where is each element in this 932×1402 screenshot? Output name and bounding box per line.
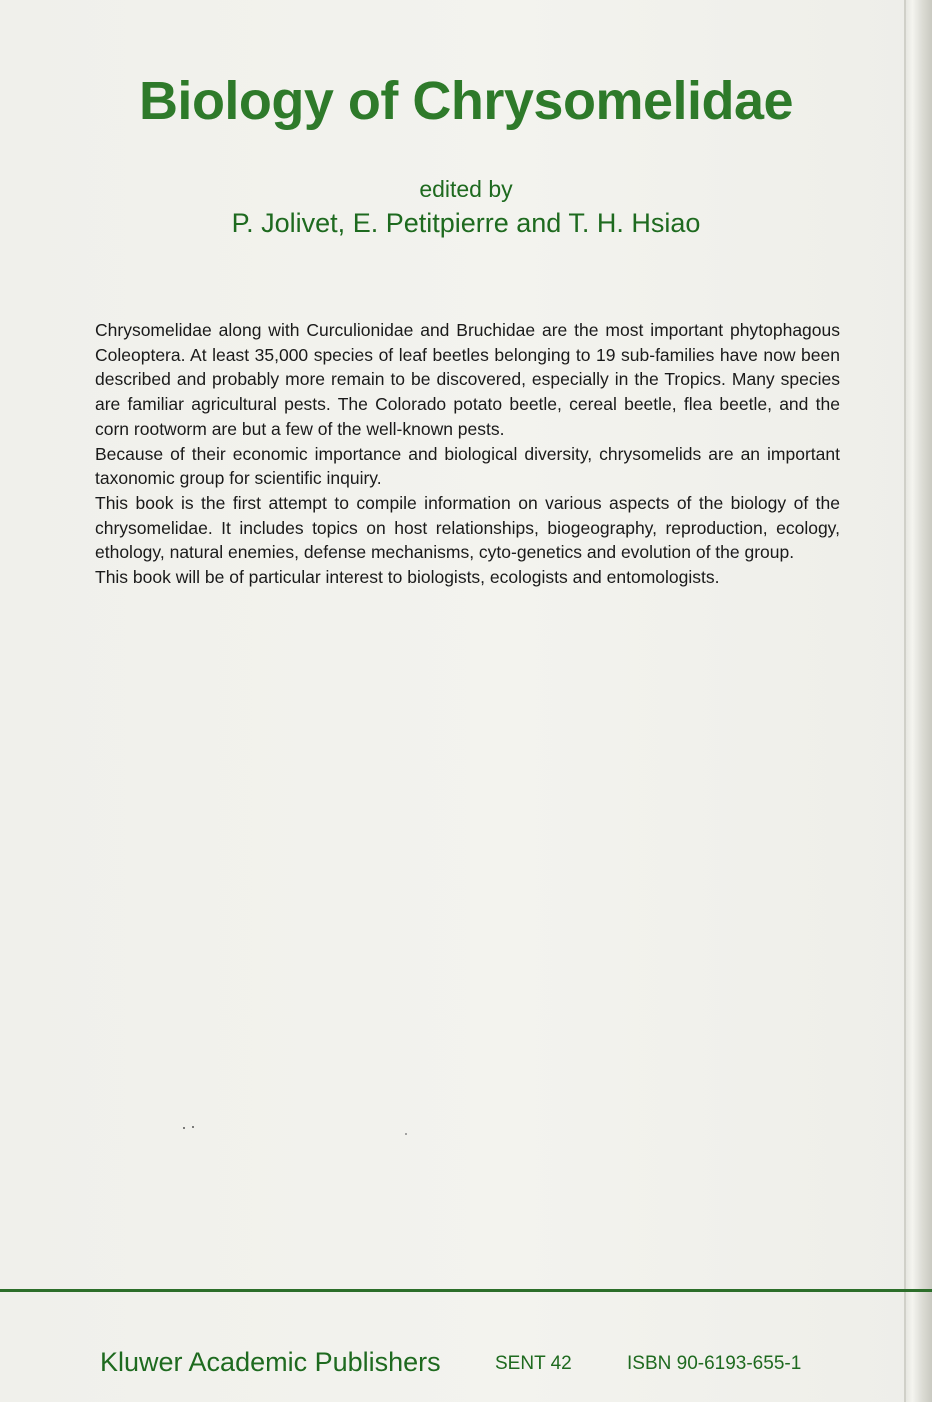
dust-speck xyxy=(405,1133,407,1135)
description-paragraph: Because of their economic importance and biological diversity, chrysomelids are an important taxonomic group for scientific inquiry. xyxy=(95,443,840,489)
series-code: SENT 42 xyxy=(495,1353,572,1374)
book-description xyxy=(95,318,840,590)
publisher-name: Kluwer Academic Publishers xyxy=(100,1347,441,1377)
description-paragraph: This book is the first attempt to compile information on various aspects of the biology of the chrysomelidae. It includes topics on host relationships, biogeography, reproduction, ecology, ethology, natural enemies, defense mechanisms, cyto-genetics and evolution of the group. xyxy=(95,492,840,563)
edited-by-label: edited by xyxy=(419,176,513,202)
description-paragraph: This book will be of particular interest to biologists, ecologists and entomologists. xyxy=(95,567,720,588)
dust-speck xyxy=(192,1126,194,1128)
dust-speck xyxy=(183,1127,185,1129)
isbn: ISBN 90-6193-655-1 xyxy=(627,1353,802,1374)
book-title: Biology of Chrysomelidae xyxy=(138,71,794,131)
description-paragraph: Chrysomelidae along with Curculionidae and Bruchidae are the most important phytophagous Coleoptera. At least 35,000 species of leaf beetles belonging to 19 sub-families have now been described and probably more remain to be discovered, especially in the Tropics. Many species are familiar agricultural pests. The Colorado potato beetle, cereal beetle, flea beetle, and the corn rootworm are but a few of the well-known pests. xyxy=(95,320,840,439)
footer-divider xyxy=(0,1289,932,1292)
editors: P. Jolivet, E. Petitpierre and T. H. Hsiao xyxy=(231,208,701,238)
